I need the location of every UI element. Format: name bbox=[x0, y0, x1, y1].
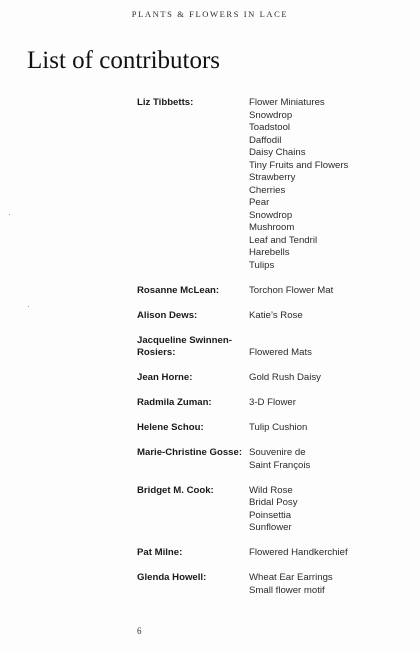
work-title: Flowered Mats bbox=[249, 347, 312, 358]
contributor-entry bbox=[137, 285, 407, 298]
contributor-name: Helene Schou: bbox=[137, 422, 204, 433]
contributor-name: Radmila Zuman: bbox=[137, 397, 212, 408]
contributor-name: Liz Tibbetts: bbox=[137, 97, 194, 108]
work-title: Strawberry bbox=[249, 172, 296, 183]
contributor-name: Alison Dews: bbox=[137, 309, 198, 321]
contributor-entry bbox=[137, 335, 407, 360]
contributor-name: Glenda Howell: bbox=[137, 572, 207, 583]
work-title: Torchon Flower Mat bbox=[249, 284, 334, 296]
contributor-works bbox=[249, 485, 407, 535]
work-title: Wild Rose bbox=[249, 484, 293, 496]
contributor-works bbox=[249, 397, 407, 410]
work-title: Toadstool bbox=[249, 122, 291, 133]
contributor-entry bbox=[137, 485, 407, 535]
contributor-name: Jean Horne: bbox=[137, 372, 193, 383]
work-title: Tiny Fruits and Flowers bbox=[249, 159, 349, 171]
work-title: Harebells bbox=[249, 247, 290, 258]
contributor-works bbox=[249, 310, 407, 323]
work-title: Tulips bbox=[249, 259, 275, 271]
contributor-name: Rosanne McLean: bbox=[137, 284, 220, 296]
work-title: Leaf and Tendril bbox=[249, 234, 318, 246]
running-head: PLANTS & FLOWERS IN LACE bbox=[131, 9, 289, 19]
paper-speck bbox=[9, 214, 10, 215]
contributor-entry bbox=[137, 397, 407, 410]
contributor-works bbox=[249, 372, 407, 385]
contributor-name: Bridget M. Cook: bbox=[137, 484, 214, 496]
work-title: Small flower motif bbox=[249, 584, 325, 596]
contributor-entry bbox=[137, 547, 407, 560]
contributor-works bbox=[249, 572, 407, 597]
contributor-works bbox=[249, 335, 407, 360]
contributors-list bbox=[137, 97, 407, 610]
contributor-entry bbox=[137, 447, 407, 472]
page-number: 6 bbox=[137, 626, 142, 636]
work-title: Bridal Posy bbox=[249, 497, 298, 508]
page-title: List of contributors bbox=[27, 47, 221, 74]
contributor-works bbox=[249, 447, 407, 472]
contributor-entry bbox=[137, 310, 407, 323]
contributor-name: Pat Milne: bbox=[137, 547, 183, 558]
contributor-works bbox=[249, 97, 407, 272]
work-title: Katie’s Rose bbox=[249, 309, 303, 321]
work-title: 3-D Flower bbox=[249, 397, 296, 408]
contributor-name: Jacqueline Swinnen-Rosiers: bbox=[137, 334, 232, 358]
work-title: Pear bbox=[249, 197, 270, 208]
work-title: Gold Rush Daisy bbox=[249, 372, 321, 383]
work-title: Wheat Ear Earrings bbox=[249, 572, 333, 583]
work-title: Flowered Handkerchief bbox=[249, 547, 348, 558]
contributor-works bbox=[249, 285, 407, 298]
paper-speck bbox=[28, 306, 29, 307]
contributor-entry bbox=[137, 572, 407, 597]
contributor-name: Marie-Christine Gosse: bbox=[137, 447, 243, 458]
contributor-entry bbox=[137, 422, 407, 435]
work-title: Snowdrop bbox=[249, 209, 293, 221]
contributor-works bbox=[249, 422, 407, 435]
work-title: Sunflower bbox=[249, 522, 292, 533]
work-title: Daffodil bbox=[249, 134, 282, 146]
work-title: Souvenire de bbox=[249, 447, 306, 458]
work-title: Tulip Cushion bbox=[249, 422, 308, 433]
work-title: Snowdrop bbox=[249, 109, 293, 121]
work-title: Daisy Chains bbox=[249, 147, 306, 158]
work-title: Mushroom bbox=[249, 222, 295, 233]
work-title: Poinsettia bbox=[249, 509, 292, 521]
work-title: Saint François bbox=[249, 459, 311, 471]
contributor-entry bbox=[137, 372, 407, 385]
contributor-works bbox=[249, 547, 407, 560]
work-title: Flower Miniatures bbox=[249, 97, 325, 108]
contributor-entry bbox=[137, 97, 407, 272]
work-title: Cherries bbox=[249, 184, 286, 196]
